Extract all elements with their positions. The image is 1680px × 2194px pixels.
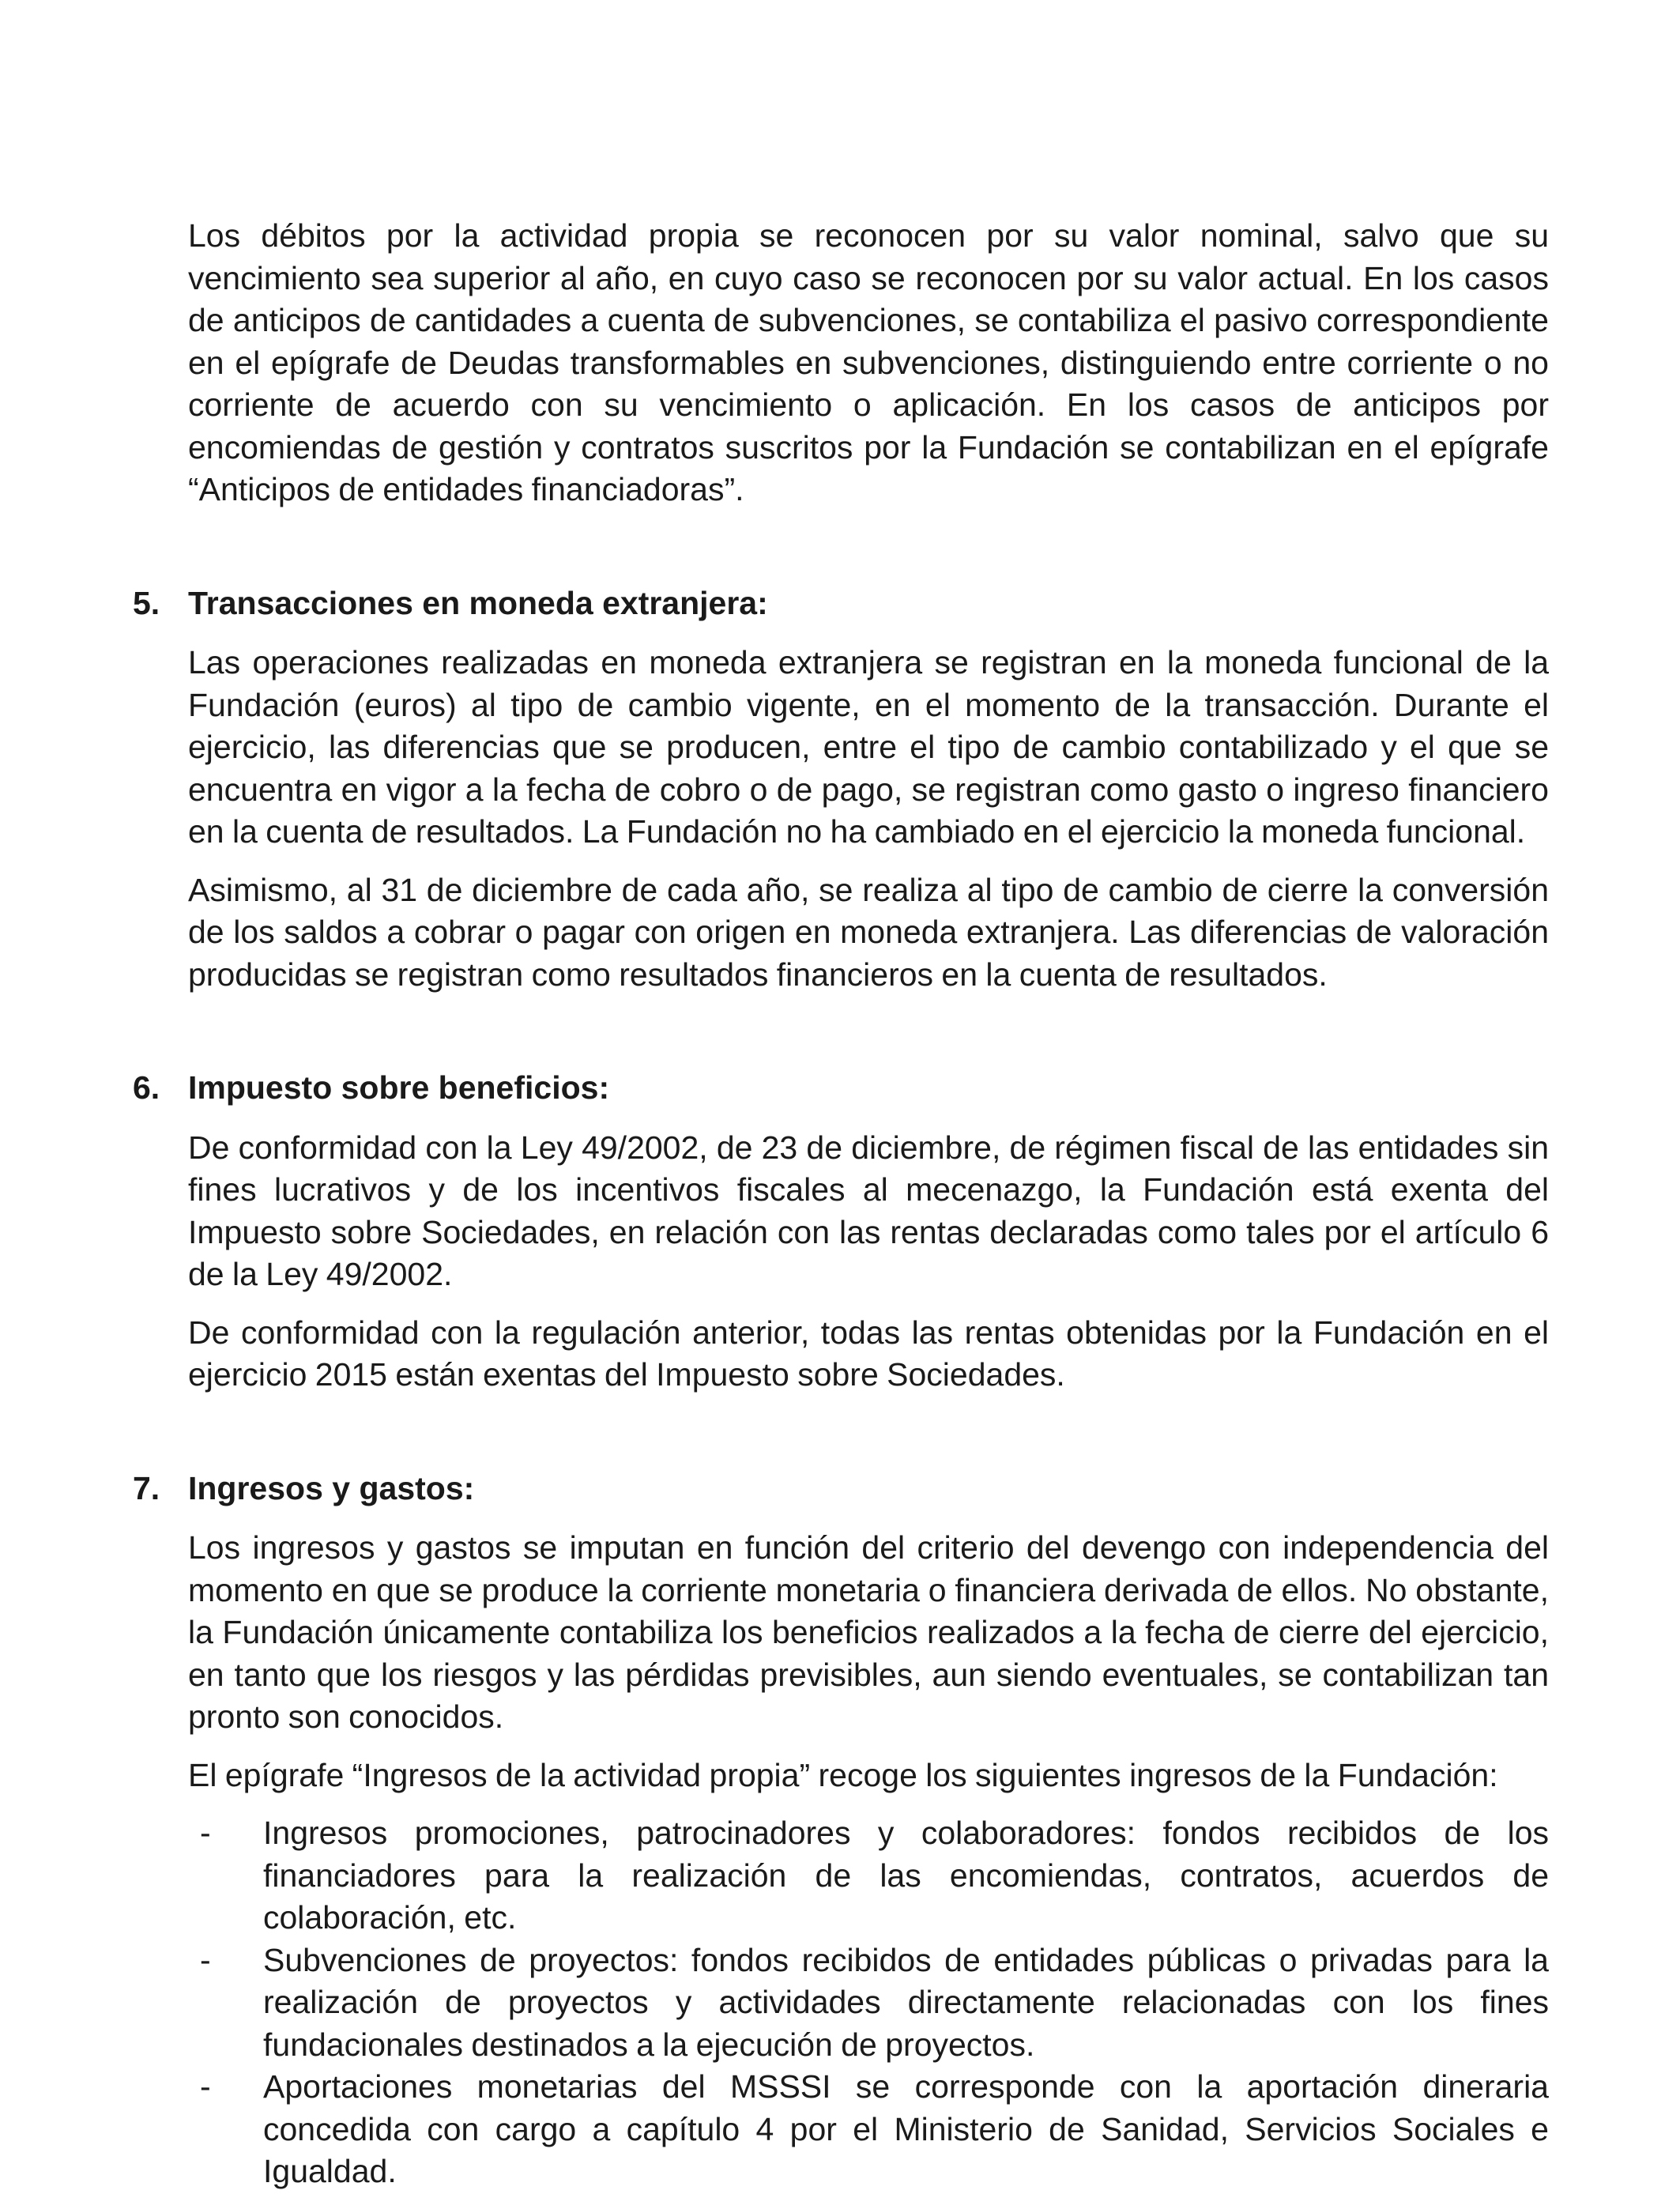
body-paragraph: Los ingresos y gastos se imputan en función del criterio del devengo con independencia del momento en que se produce la corriente monetaria o financiera derivada de ellos. No obstante, la Fundación únicamente contabiliza los beneficios realizados a la fecha de cierre del ejercicio, en tanto que los riesgos y las pérdidas previsibles, aun siendo eventuales, se contabilizan tan pronto son conocidos. (188, 1529, 1549, 1735)
list-item-text: Subvenciones de proyectos: fondos recibidos de entidades públicas o privadas para la realización de proyectos y actividades directamente relacionadas con los fines fundacionales destinados a la ejecución de proyectos. (263, 1941, 1549, 2063)
body-paragraph: Las operaciones realizadas en moneda extranjera se registran en la moneda funcional de la Fundación (euros) al tipo de cambio vigente, en el momento de la transacción. Durante el ejercicio, las diferencias que se producen, entre el tipo de cambio contabilizado y el que se encuentra en vigor a la fecha de cobro o de pago, se registran como gasto o ingreso financiero en la cuenta de resultados. La Fundación no ha cambiado en el ejercicio la moneda funcional. (188, 644, 1549, 850)
income-list (188, 1812, 1549, 2193)
section-ingresos-gastos (133, 1468, 1549, 2193)
body-paragraph: De conformidad con la Ley 49/2002, de 23 de diciembre, de régimen fiscal de las entidades sin fines lucrativos y de los incentivos fiscales al mecenazgo, la Fundación está exenta del Impuesto sobre Sociedades, en relación con las rentas declaradas como tales por el artículo 6 de la Ley 49/2002. (188, 1129, 1549, 1292)
section-heading (133, 1067, 1549, 1110)
list-item-text: Ingresos promociones, patrocinadores y colaboradores: fondos recibidos de los financiadores para la realización de las encomiendas, contratos, acuerdos de colaboración, etc. (263, 1815, 1549, 1936)
body-paragraph: Asimismo, al 31 de diciembre de cada año, se realiza al tipo de cambio de cierre la conversión de los saldos a cobrar o pagar con origen en moneda extranjera. Las diferencias de valoración producidas se registran como resultados financieros en la cuenta de resultados. (188, 871, 1549, 993)
section-title: Transacciones en moneda extranjera: (188, 584, 768, 621)
list-item (188, 1812, 1549, 1940)
body-paragraph: El epígrafe “Ingresos de la actividad propia” recoge los siguientes ingresos de la Fundación: (188, 1756, 1498, 1793)
list-item-text: Aportaciones monetarias del MSSSI se corresponde con la aportación dineraria concedida con cargo a capítulo 4 por el Ministerio de Sanidad, Servicios Sociales e Igualdad. (263, 2068, 1549, 2189)
intro-paragraph: Los débitos por la actividad propia se reconocen por su valor nominal, salvo que su vencimiento sea superior al año, en cuyo caso se reconocen por su valor actual. En los casos de anticipos de cantidades a cuenta de subvenciones, se contabiliza el pasivo correspondiente en el epígrafe de Deudas transformables en subvenciones, distinguiendo entre corriente o no corriente de acuerdo con su vencimiento o aplicación. En los casos de anticipos por encomiendas de gestión y contratos suscritos por la Fundación se contabilizan en el epígrafe “Anticipos de entidades financiadoras”. (188, 217, 1549, 507)
section-impuesto-beneficios (133, 1067, 1549, 1397)
section-number: 5. (133, 584, 160, 621)
section-title: Impuesto sobre beneficios: (188, 1069, 610, 1106)
section-number: 6. (133, 1069, 160, 1106)
document-page (133, 215, 1549, 2193)
section-transacciones-moneda-extranjera (133, 582, 1549, 997)
section-heading (133, 582, 1549, 625)
dash-bullet: - (200, 2068, 211, 2105)
section-heading (133, 1468, 1549, 1510)
list-item (188, 2066, 1549, 2193)
body-paragraph: De conformidad con la regulación anterior, todas las rentas obtenidas por la Fundación en el ejercicio 2015 están exentas del Impuesto sobre Sociedades. (188, 1314, 1549, 1393)
dash-bullet: - (200, 1941, 211, 1978)
dash-bullet: - (200, 1815, 211, 1851)
section-title: Ingresos y gastos: (188, 1469, 475, 1506)
list-item (188, 1940, 1549, 2067)
section-number: 7. (133, 1469, 160, 1506)
